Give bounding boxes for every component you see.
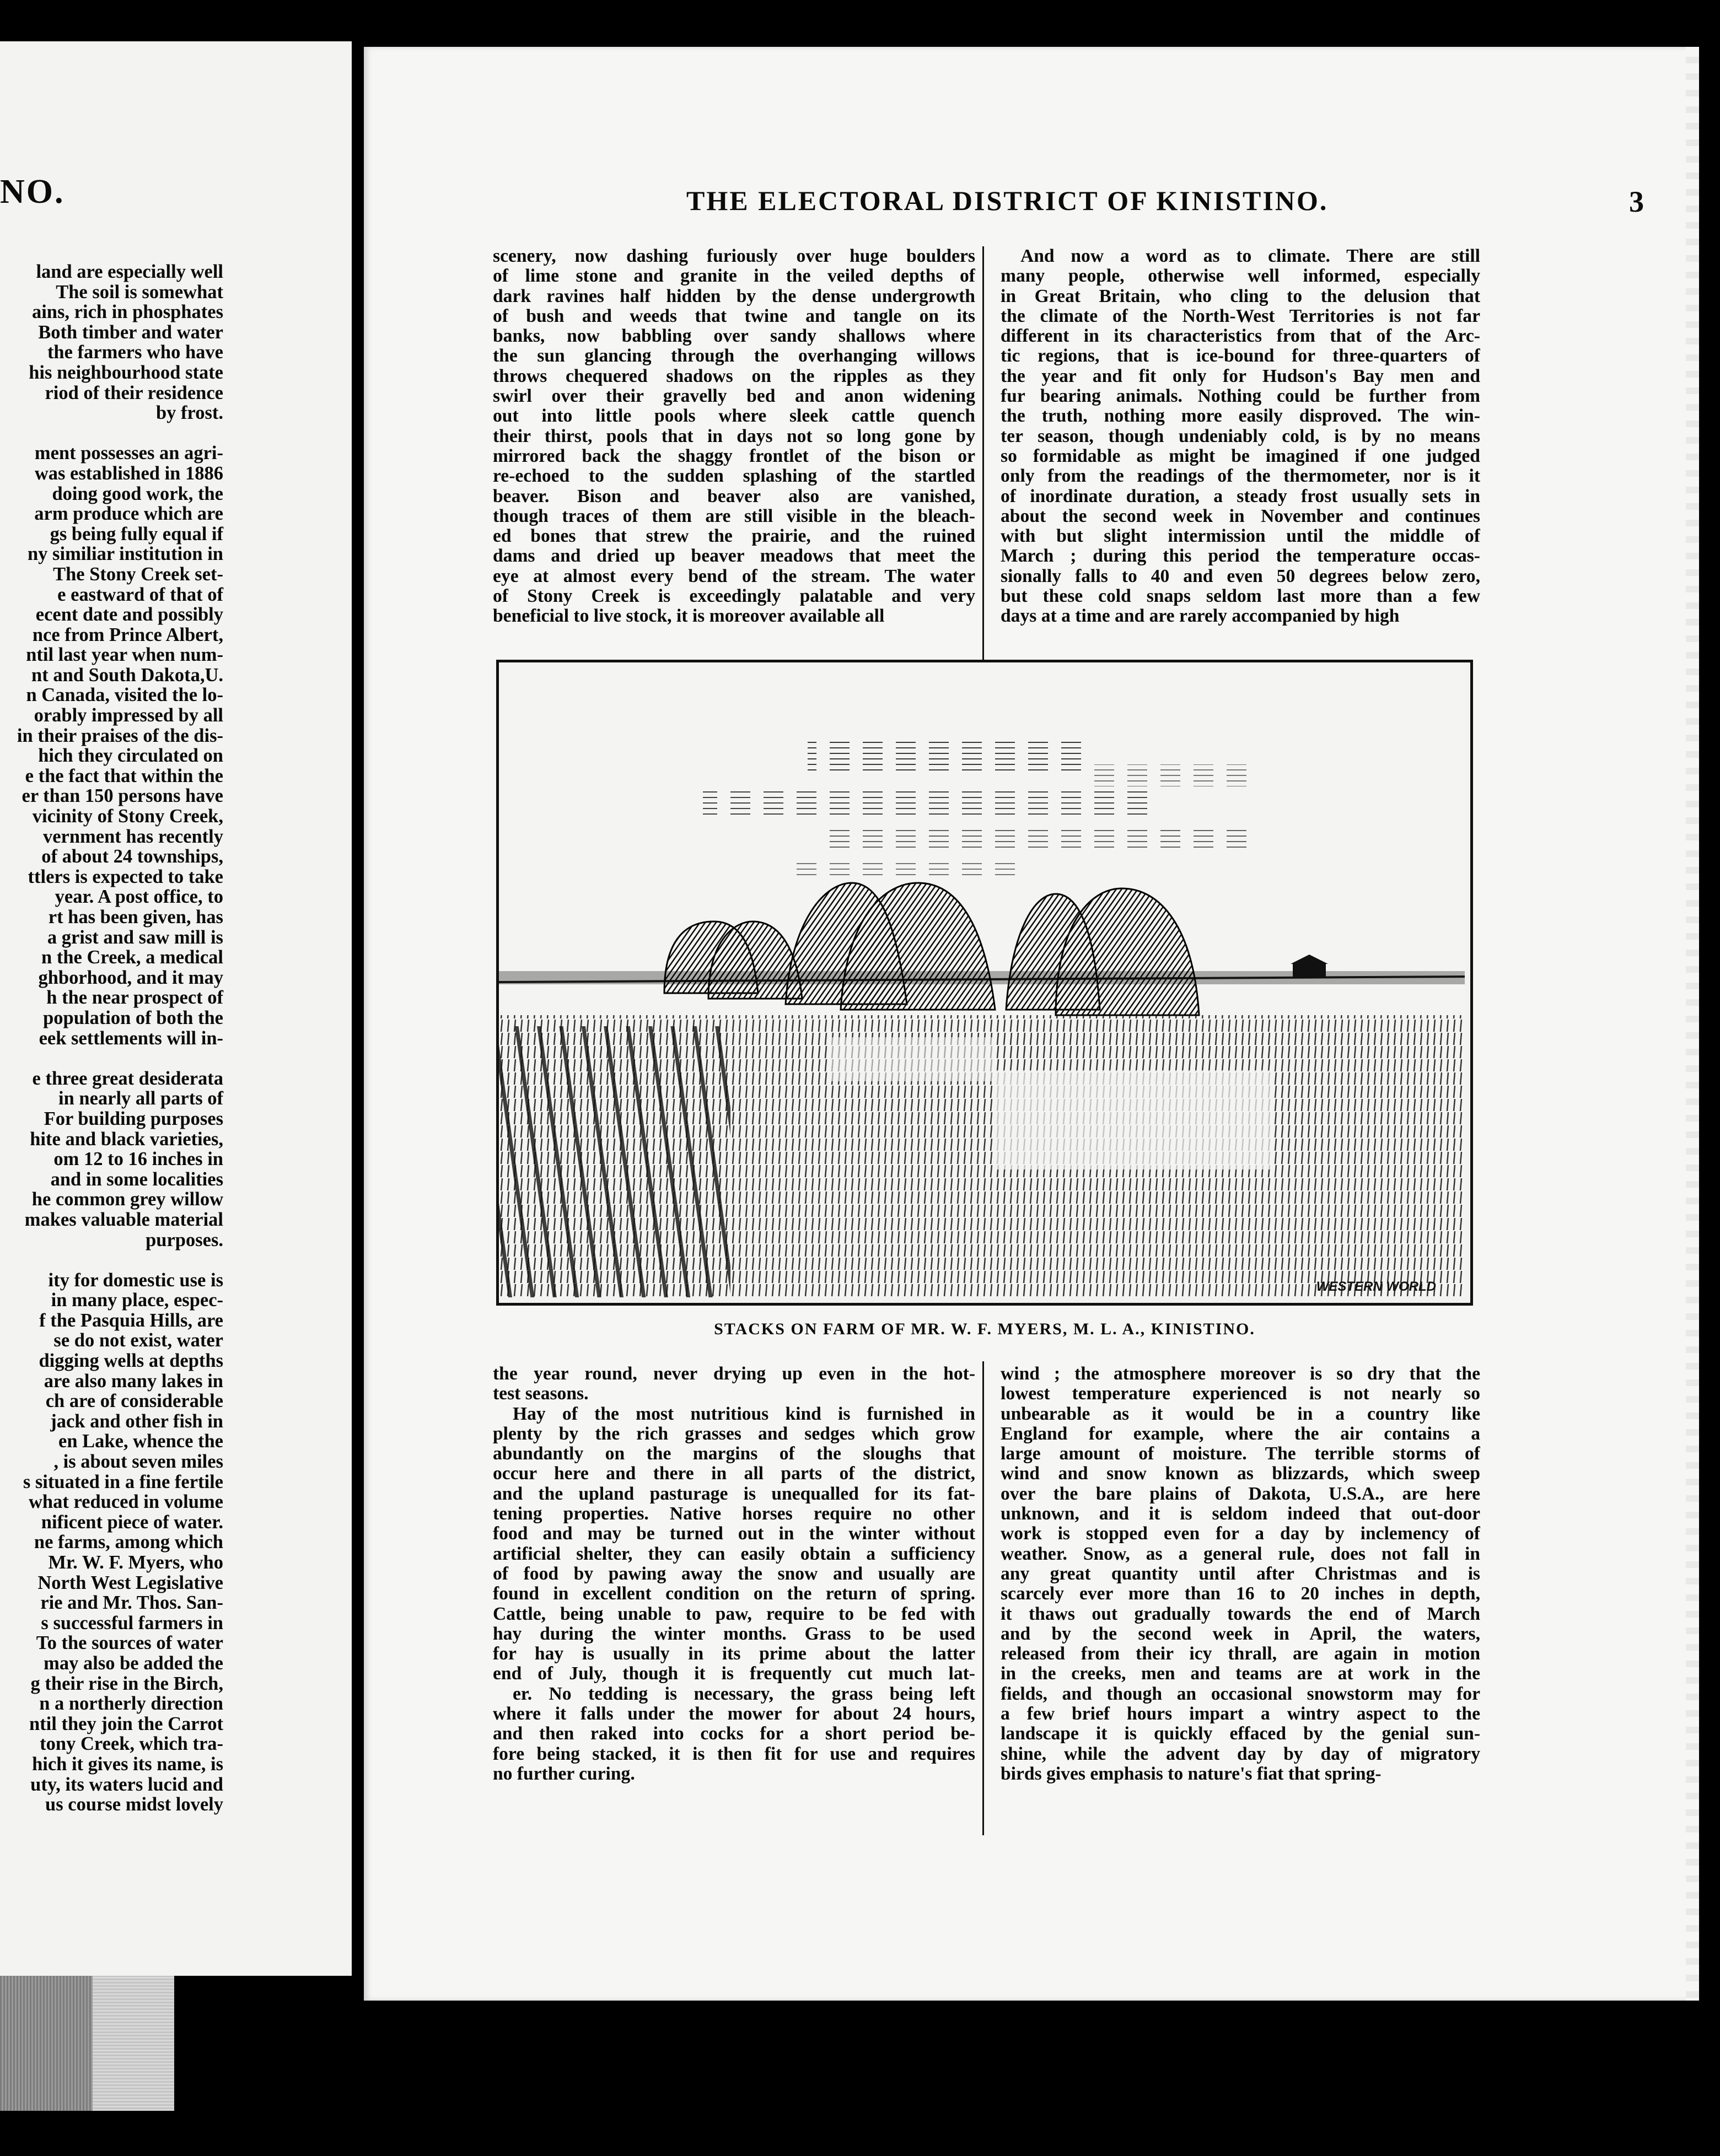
text-line: their thirst, pools that in days not so long gone by <box>493 426 975 446</box>
text-line: different in its characteristics from that of the Arc- <box>1001 326 1480 347</box>
text-line: year. A post office, to <box>55 886 223 908</box>
text-line: of food by pawing away the snow and usually are <box>493 1564 975 1584</box>
text-line <box>0 1250 223 1270</box>
text-line: the year round, never drying up even in the hot- <box>493 1364 975 1384</box>
text-line: birds gives emphasis to nature's fiat that spring- <box>1001 1764 1382 1784</box>
text-line: and the upland pasturage is unequalled for its fat- <box>493 1484 975 1504</box>
text-line: but these cold snaps seldom last more than a few <box>1001 586 1480 607</box>
text-line: work is stopped even for a day by inclemency of <box>1001 1524 1480 1544</box>
haystack-engraving <box>499 662 1465 1297</box>
text-line: in the creeks, men and teams are at work in the <box>1001 1664 1480 1684</box>
text-line: beneficial to live stock, it is moreover available all <box>493 606 885 627</box>
text-line: only from the readings of the thermometer, nor is it <box>1001 466 1480 487</box>
text-line: the truth, nothing more easily disproved. The win- <box>1001 406 1480 427</box>
text-line: nce from Prince Albert, <box>32 624 223 645</box>
text-line: may also be added the <box>44 1652 223 1674</box>
text-line: wind ; the atmosphere moreover is so dry that the <box>1001 1364 1480 1384</box>
text-line: Both timber and water <box>38 321 223 343</box>
text-line: population of both the <box>43 1007 223 1028</box>
text-line: ed bones that strew the prairie, and the ruined <box>493 526 975 547</box>
illustration-caption: STACKS ON FARM OF MR. W. F. MYERS, M. L. A., KINISTINO. <box>714 1320 1255 1338</box>
text-line: g their rise in the Birch, <box>30 1673 223 1694</box>
engraver-signature: WESTERN WORLD <box>1316 1279 1436 1294</box>
text-line: rie and Mr. Thos. San- <box>40 1592 223 1614</box>
text-line: e three great desiderata <box>32 1068 223 1089</box>
text-line: food and may be turned out in the winter without <box>493 1524 975 1544</box>
text-line: And now a word as to climate. There are still <box>1020 246 1480 266</box>
binding-cloth <box>0 1976 93 2111</box>
text-line: , is about seven miles <box>53 1451 223 1473</box>
text-line: no further curing. <box>493 1764 635 1784</box>
left-page-fragment <box>0 41 352 1979</box>
text-line: riod of their residence <box>45 382 223 403</box>
text-line: tening properties. Native horses require no other <box>493 1504 975 1524</box>
text-line: h the near prospect of <box>46 987 223 1009</box>
text-line: the climate of the North-West Territories is not far <box>1001 306 1480 326</box>
text-line: over the bare plains of Dakota, U.S.A., are here <box>1001 1484 1480 1504</box>
text-line: North West Legislative <box>37 1572 223 1593</box>
text-line: er. No tedding is necessary, the grass being left <box>513 1684 975 1704</box>
text-line: of lime stone and granite in the veiled depths of <box>493 266 975 287</box>
text-line: uty, its waters lucid and <box>30 1774 223 1795</box>
text-line: unbearable as it would be in a country like <box>1001 1404 1480 1424</box>
text-line: en Lake, whence the <box>58 1431 223 1452</box>
text-line: of about 24 townships, <box>41 846 223 867</box>
text-line: plenty by the rich grasses and sedges which grow <box>493 1424 975 1444</box>
text-line: test seasons. <box>493 1384 589 1404</box>
text-line: tony Creek, which tra- <box>40 1733 223 1755</box>
text-line: many people, otherwise well informed, especially <box>1001 266 1480 287</box>
text-line: lowest temperature experienced is not nearly so <box>1001 1384 1480 1404</box>
text-line: and then raked into cocks for a short period be- <box>493 1724 975 1744</box>
text-line: so formidable as might be imagined if one judged <box>1001 446 1480 466</box>
text-line: eye at almost every bend of the stream. The water <box>493 566 975 586</box>
text-line: occur here and there in all parts of the district, <box>493 1464 975 1484</box>
text-line: the year and fit only for Hudson's Bay men and <box>1001 366 1480 386</box>
text-line: are also many lakes in <box>44 1370 223 1392</box>
text-line: The soil is somewhat <box>56 281 223 303</box>
text-line: n the Creek, a medical <box>41 947 223 968</box>
text-line: Hay of the most nutritious kind is furnished in <box>513 1404 975 1424</box>
text-line: e the fact that within the <box>25 765 223 786</box>
text-line: large amount of moisture. The terrible storms of <box>1001 1444 1480 1464</box>
text-line: swirl over their gravelly bed and anon widening <box>493 386 975 407</box>
text-line: with but slight intermission until the middle of <box>1001 526 1480 547</box>
text-line: makes valuable material <box>24 1209 223 1230</box>
text-line: n Canada, visited the lo- <box>26 684 223 706</box>
text-line: a few brief hours impart a wintry aspect to the <box>1001 1704 1480 1724</box>
text-line: mirrored back the shaggy frontlet of the bison or <box>493 446 975 466</box>
text-line: orably impressed by all <box>34 705 223 726</box>
text-line: eek settlements will in- <box>39 1027 223 1049</box>
text-line: throws chequered shadows on the ripples as they <box>493 366 975 386</box>
text-line: s situated in a fine fertile <box>23 1471 223 1492</box>
text-line: Mr. W. F. Myers, who <box>48 1552 223 1573</box>
text-line: sionally falls to 40 and even 50 degrees below zero, <box>1001 566 1480 586</box>
text-line: f the Pasquia Hills, are <box>39 1309 223 1331</box>
column-rule <box>982 1361 984 1835</box>
text-line: scenery, now dashing furiously over huge boulders <box>493 246 975 266</box>
text-line: unknown, and it is seldom indeed that out-door <box>1001 1504 1480 1524</box>
text-line: vicinity of Stony Creek, <box>32 806 223 827</box>
text-line: hich they circulated on <box>38 745 223 767</box>
text-line: was established in 1886 <box>34 462 223 484</box>
text-line: dark ravines half hidden by the dense undergrowth <box>493 286 975 306</box>
text-line: us course midst lovely <box>45 1794 223 1815</box>
text-line: and in some localities <box>50 1168 223 1190</box>
text-line: of inordinate duration, a steady frost usually sets in <box>1001 486 1480 506</box>
text-line: For building purposes <box>44 1108 223 1129</box>
text-line: found in excellent condition on the return of spring. <box>493 1584 975 1604</box>
text-line: ntil last year when num- <box>26 644 223 666</box>
text-line: in their praises of the dis- <box>17 725 223 746</box>
text-column-bottom-right <box>1001 1364 1480 1784</box>
text-line: in Great Britain, who cling to the delusion that <box>1001 286 1480 306</box>
text-line: doing good work, the <box>52 483 223 504</box>
binding-tape <box>93 1976 174 2111</box>
text-line: ch are of considerable <box>45 1390 223 1412</box>
text-line: rt has been given, has <box>48 907 223 928</box>
text-line: about the second week in November and continues <box>1001 506 1480 526</box>
text-line: weather. Snow, as a general rule, does not fall in <box>1001 1544 1480 1564</box>
column-rule <box>982 246 984 676</box>
text-line: hay during the winter months. Grass to be used <box>493 1624 975 1644</box>
text-line: jack and other fish in <box>50 1410 223 1432</box>
text-line: wind and snow known as blizzards, which sweep <box>1001 1464 1480 1484</box>
text-line: ecent date and possibly <box>35 604 223 626</box>
text-line: fields, and though an occasional snowstorm may for <box>1001 1684 1480 1704</box>
left-text-column <box>0 262 223 1815</box>
text-line: of Stony Creek is exceedingly palatable and very <box>493 586 975 607</box>
text-line: vernment has recently <box>42 826 223 847</box>
text-line: dams and dried up beaver meadows that meet the <box>493 546 975 567</box>
text-line: March ; during this period the temperature occas- <box>1001 546 1480 567</box>
text-line: in nearly all parts of <box>58 1088 223 1109</box>
text-line: he common grey willow <box>31 1189 223 1210</box>
text-line: artificial shelter, they can easily obtain a sufficiency <box>493 1544 975 1564</box>
text-line: shine, while the advent day by day of migratory <box>1001 1744 1480 1764</box>
text-line: fur bearing animals. Nothing could be further from <box>1001 386 1480 407</box>
text-line: for hay is usually in its prime about the latter <box>493 1644 975 1664</box>
torn-page-edge <box>1686 47 1699 2001</box>
text-line: his neighbourhood state <box>29 362 223 383</box>
text-line: England for example, where the air contains a <box>1001 1424 1480 1444</box>
text-line: the sun glancing through the overhanging willows <box>493 346 975 366</box>
main-page <box>364 47 1692 2001</box>
text-line: banks, now babbling over sandy shallows where <box>493 326 975 347</box>
text-line <box>0 1048 223 1069</box>
text-line: any great quantity until after Christmas and is <box>1001 1564 1480 1584</box>
text-column-top-right <box>1001 246 1480 627</box>
text-line: landscape it is quickly effaced by the genial sun- <box>1001 1724 1480 1744</box>
engraving-haystacks <box>496 660 1473 1306</box>
running-head <box>686 185 1646 229</box>
page-number: 3 <box>1629 185 1646 218</box>
text-line: fore being stacked, it is then fit for use and requires <box>493 1744 975 1764</box>
text-line: abundantly on the margins of the sloughs that <box>493 1444 975 1464</box>
text-line: ter season, though undeniably cold, is by no means <box>1001 426 1480 446</box>
text-line: a grist and saw mill is <box>47 926 223 948</box>
text-line: in many place, espec- <box>51 1290 223 1311</box>
text-line: ttlers is expected to take <box>28 866 223 887</box>
text-line: of bush and weeds that twine and tangle on its <box>493 306 975 326</box>
text-column-bottom-left <box>493 1364 975 1784</box>
text-line: nt and South Dakota,U. <box>31 664 223 686</box>
text-line: hite and black varieties, <box>30 1128 223 1150</box>
text-line: tic regions, that is ice-bound for three-quarters of <box>1001 346 1480 366</box>
text-line: n a northerly direction <box>39 1693 223 1715</box>
text-line: though traces of them are still visible in the bleach- <box>493 506 975 526</box>
text-line: nificent piece of water. <box>41 1511 223 1533</box>
text-line: scarcely ever more than 16 to 20 inches in depth, <box>1001 1584 1480 1604</box>
text-line: ny similiar institution in <box>28 543 223 565</box>
text-line: beaver. Bison and beaver also are vanished, <box>493 486 975 506</box>
text-line: om 12 to 16 inches in <box>53 1149 223 1170</box>
text-line: days at a time and are rarely accompanied by high <box>1001 606 1400 627</box>
text-line: se do not exist, water <box>53 1330 223 1351</box>
text-line: ghborhood, and it may <box>38 967 223 988</box>
left-running-head-fragment: NO. <box>0 173 65 211</box>
text-line: what reduced in volume <box>28 1491 223 1513</box>
text-line: out into little pools where sleek cattle quench <box>493 406 975 427</box>
text-line: arm produce which are <box>34 503 223 525</box>
text-line: To the sources of water <box>36 1632 223 1654</box>
text-line <box>0 423 223 444</box>
text-line: ains, rich in phosphates <box>31 301 223 323</box>
text-line: ity for domestic use is <box>48 1269 223 1291</box>
text-line: re-echoed to the sudden splashing of the startled <box>493 466 975 487</box>
text-line: purposes. <box>146 1229 223 1251</box>
text-line: er than 150 persons have <box>22 785 223 807</box>
text-line: The Stony Creek set- <box>53 563 223 585</box>
text-line: it thaws out gradually towards the end of March <box>1001 1604 1480 1624</box>
text-line: ment possesses an agri- <box>34 443 223 464</box>
text-line: end of July, though it is frequently cut much lat- <box>493 1664 975 1684</box>
text-line: gs being fully equal if <box>50 523 223 545</box>
text-line: digging wells at depths <box>39 1350 223 1372</box>
text-line: Cattle, being unable to paw, require to be fed with <box>493 1604 975 1624</box>
text-line: the farmers who have <box>47 342 223 363</box>
text-line: by frost. <box>155 402 223 424</box>
text-line: hich it gives its name, is <box>32 1753 223 1775</box>
text-line: land are especially well <box>36 261 223 282</box>
text-line: ntil they join the Carrot <box>29 1713 223 1734</box>
text-line: released from their icy thrall, are again in motion <box>1001 1644 1480 1664</box>
text-line: where it falls under the mower for about 24 hours, <box>493 1704 975 1724</box>
text-line: s successful farmers in <box>41 1612 223 1634</box>
text-line: e eastward of that of <box>57 584 223 605</box>
text-line: and by the second week in April, the waters, <box>1001 1624 1480 1644</box>
text-line: ne farms, among which <box>34 1532 223 1553</box>
text-column-top-left <box>493 246 975 627</box>
running-head-title: THE ELECTORAL DISTRICT OF KINISTINO. <box>686 185 1329 216</box>
